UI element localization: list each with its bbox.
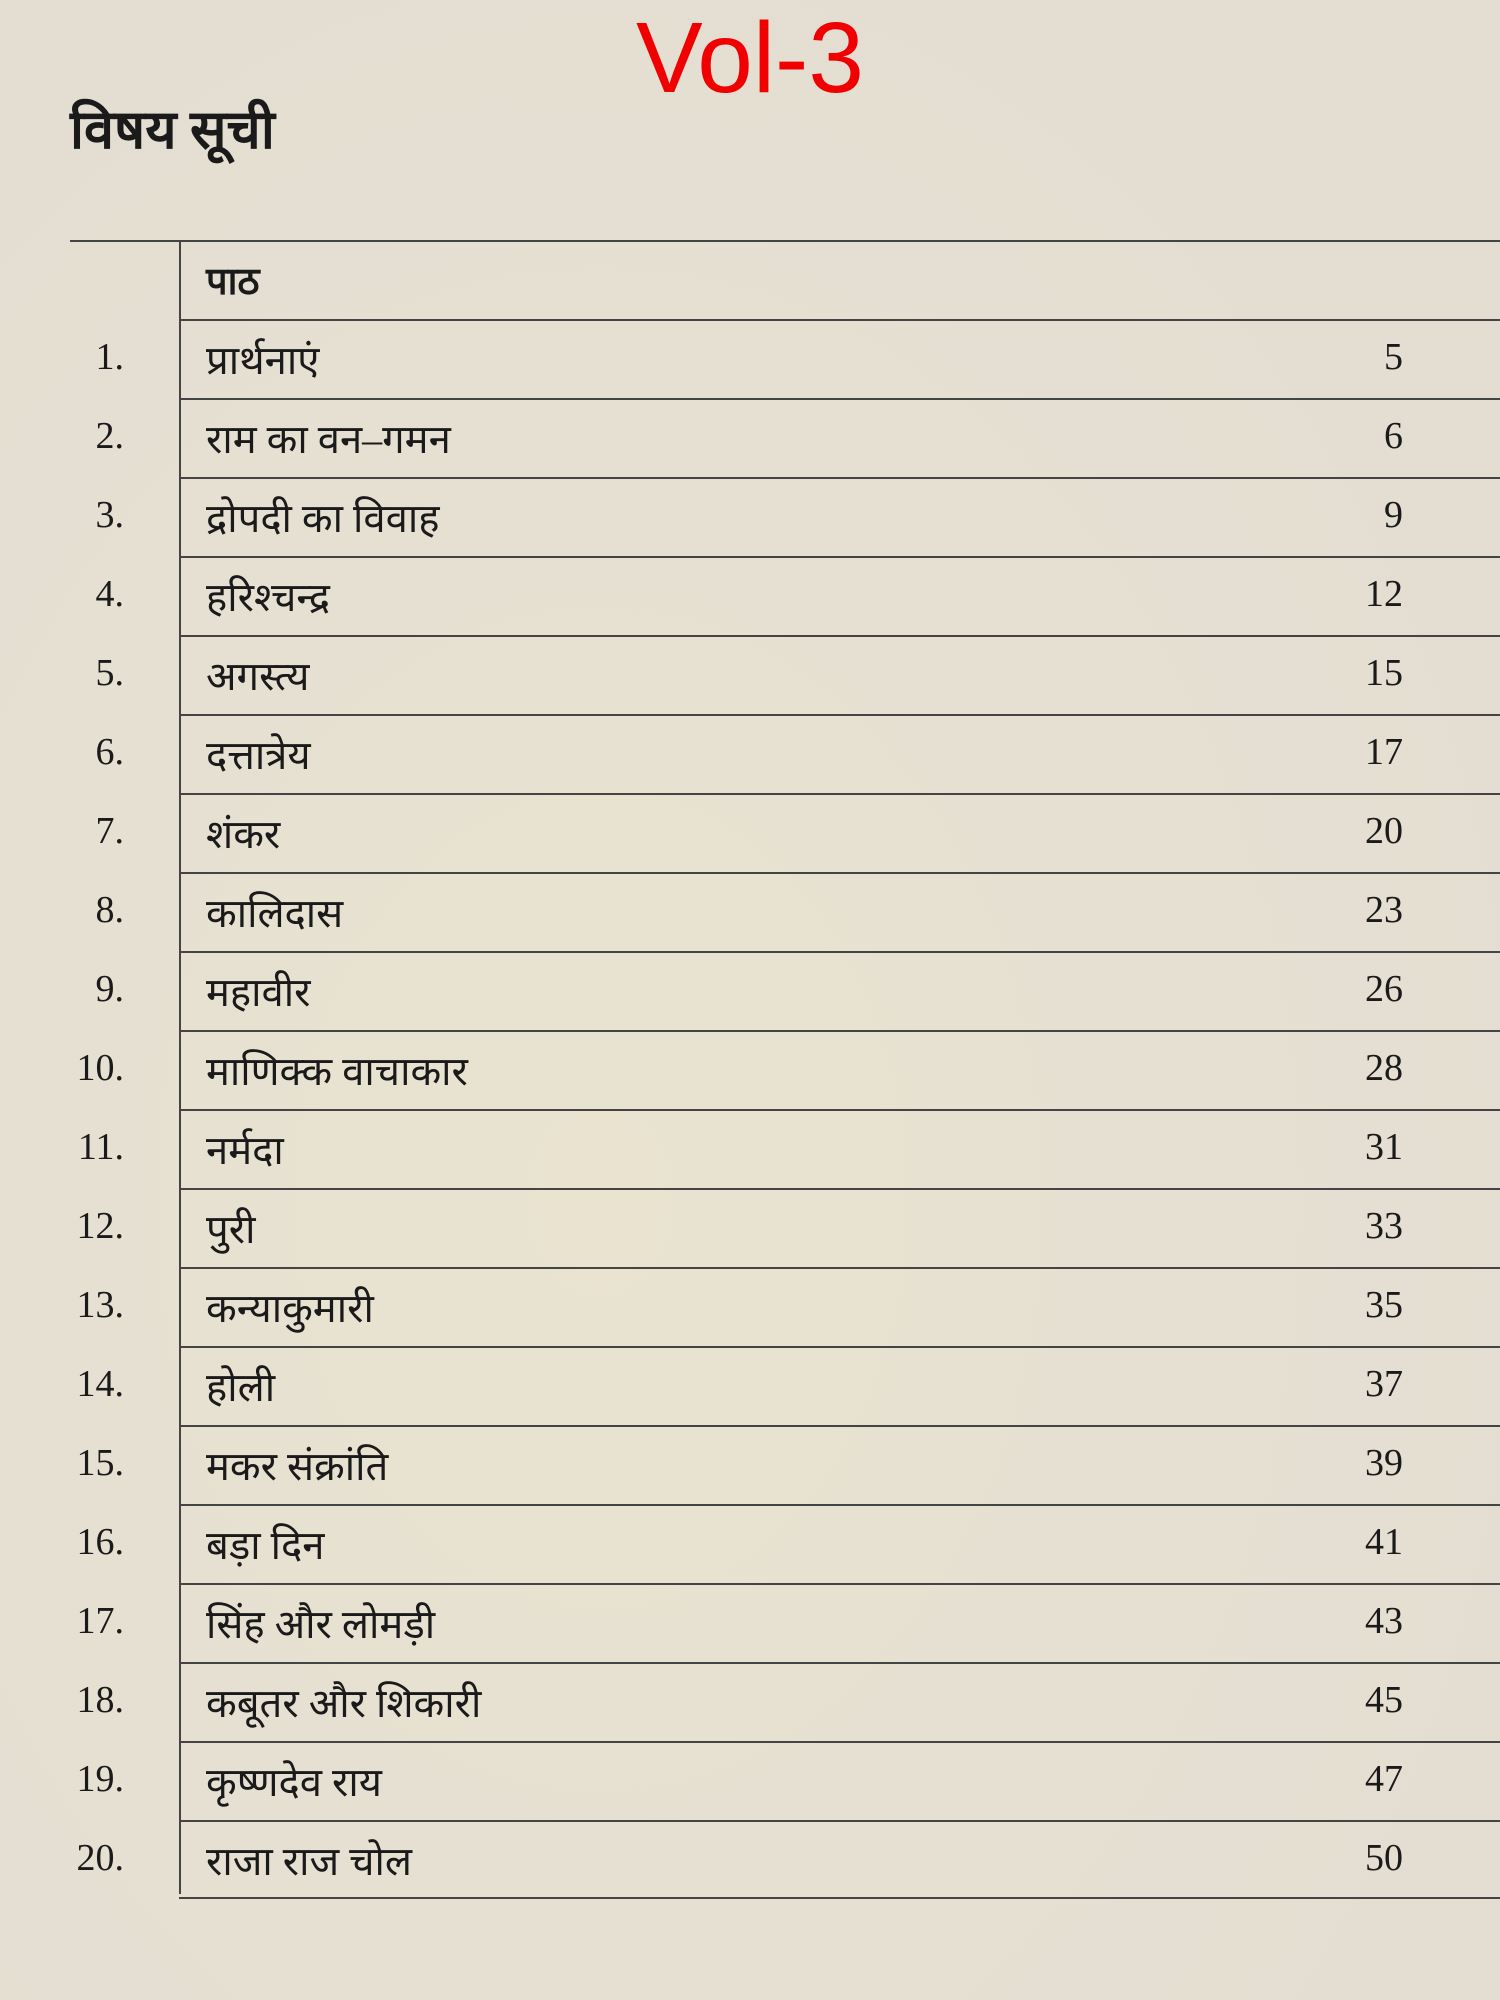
page-number: 39	[1365, 1442, 1403, 1484]
lesson-number: 9.	[95, 968, 124, 1010]
lesson-number: 17.	[76, 1600, 124, 1642]
table-row	[70, 477, 1500, 556]
lesson-title: नर्मदा	[206, 1128, 284, 1173]
lesson-title: पुरी	[206, 1207, 256, 1252]
lesson-title: महावीर	[206, 970, 311, 1015]
lesson-title: माणिक्क वाचाकार	[206, 1049, 468, 1094]
page-number: 35	[1365, 1284, 1403, 1326]
lesson-title: हरिश्चन्द्र	[206, 575, 330, 620]
table-row	[70, 1425, 1500, 1504]
page-number: 45	[1365, 1679, 1403, 1721]
lesson-title: राजा राज चोल	[206, 1839, 413, 1884]
lesson-number: 19.	[76, 1758, 124, 1800]
table-row	[70, 1583, 1500, 1662]
lesson-number: 20.	[76, 1837, 124, 1879]
page-number: 26	[1365, 968, 1403, 1010]
lesson-number: 3.	[95, 494, 124, 536]
lesson-title: राम का वन–गमन	[206, 417, 451, 462]
page-number: 28	[1365, 1047, 1403, 1089]
table-header-row	[70, 240, 1500, 319]
table-row	[70, 556, 1500, 635]
page-number: 31	[1365, 1126, 1403, 1168]
page-number: 41	[1365, 1521, 1403, 1563]
table-row	[70, 793, 1500, 872]
lesson-title: द्रोपदी का विवाह	[206, 496, 440, 541]
page-number: 47	[1365, 1758, 1403, 1800]
page-number: 37	[1365, 1363, 1403, 1405]
table-row	[70, 398, 1500, 477]
lesson-number: 4.	[95, 573, 124, 615]
page-number: 33	[1365, 1205, 1403, 1247]
lesson-title: कालिदास	[206, 891, 344, 936]
lesson-title: मकर संक्रांति	[206, 1444, 389, 1489]
table-row	[70, 1030, 1500, 1109]
page-number: 23	[1365, 889, 1403, 931]
lesson-number: 11.	[77, 1126, 124, 1168]
lesson-title: बड़ा दिन	[206, 1523, 325, 1568]
lesson-title: दत्तात्रेय	[206, 733, 311, 778]
contents-table	[70, 240, 1500, 1894]
lesson-number: 1.	[95, 336, 124, 378]
table-row	[70, 1820, 1500, 1899]
lesson-number: 14.	[76, 1363, 124, 1405]
table-row	[70, 1662, 1500, 1741]
lesson-number: 10.	[76, 1047, 124, 1089]
lesson-number: 16.	[76, 1521, 124, 1563]
table-row	[70, 1188, 1500, 1267]
lesson-number: 2.	[95, 415, 124, 457]
lesson-number: 12.	[76, 1205, 124, 1247]
lesson-title: कबूतर और शिकारी	[206, 1681, 482, 1726]
lesson-number: 7.	[95, 810, 124, 852]
table-row	[70, 872, 1500, 951]
page-number: 6	[1384, 415, 1403, 457]
page-number: 12	[1365, 573, 1403, 615]
table-row	[70, 1267, 1500, 1346]
lesson-number: 5.	[95, 652, 124, 694]
table-row	[70, 1504, 1500, 1583]
lesson-title: कन्याकुमारी	[206, 1286, 374, 1331]
lesson-title: कृष्णदेव राय	[206, 1760, 382, 1805]
lesson-number: 13.	[76, 1284, 124, 1326]
lesson-title: प्रार्थनाएं	[206, 338, 320, 383]
lesson-column-header: पाठ	[206, 261, 260, 303]
volume-label: Vol-3	[636, 2, 864, 114]
lesson-title: सिंह और लोमड़ी	[206, 1602, 436, 1647]
table-row	[70, 1741, 1500, 1820]
page-number: 43	[1365, 1600, 1403, 1642]
table-row	[70, 319, 1500, 398]
lesson-number: 6.	[95, 731, 124, 773]
page-title: विषय सूची	[70, 100, 275, 160]
page-number: 20	[1365, 810, 1403, 852]
lesson-number: 18.	[76, 1679, 124, 1721]
lesson-title: शंकर	[206, 812, 281, 857]
table-row	[70, 1346, 1500, 1425]
lesson-title: होली	[206, 1365, 276, 1410]
lesson-title: अगस्त्य	[206, 654, 310, 699]
page-number: 17	[1365, 731, 1403, 773]
table-row	[70, 714, 1500, 793]
page-number: 15	[1365, 652, 1403, 694]
table-row	[70, 1109, 1500, 1188]
lesson-number: 15.	[76, 1442, 124, 1484]
page-number: 50	[1365, 1837, 1403, 1879]
page-number: 9	[1384, 494, 1403, 536]
lesson-number: 8.	[95, 889, 124, 931]
table-row	[70, 635, 1500, 714]
table-bottom-rule	[179, 1897, 1500, 1899]
page-number: 5	[1384, 336, 1403, 378]
table-row	[70, 951, 1500, 1030]
